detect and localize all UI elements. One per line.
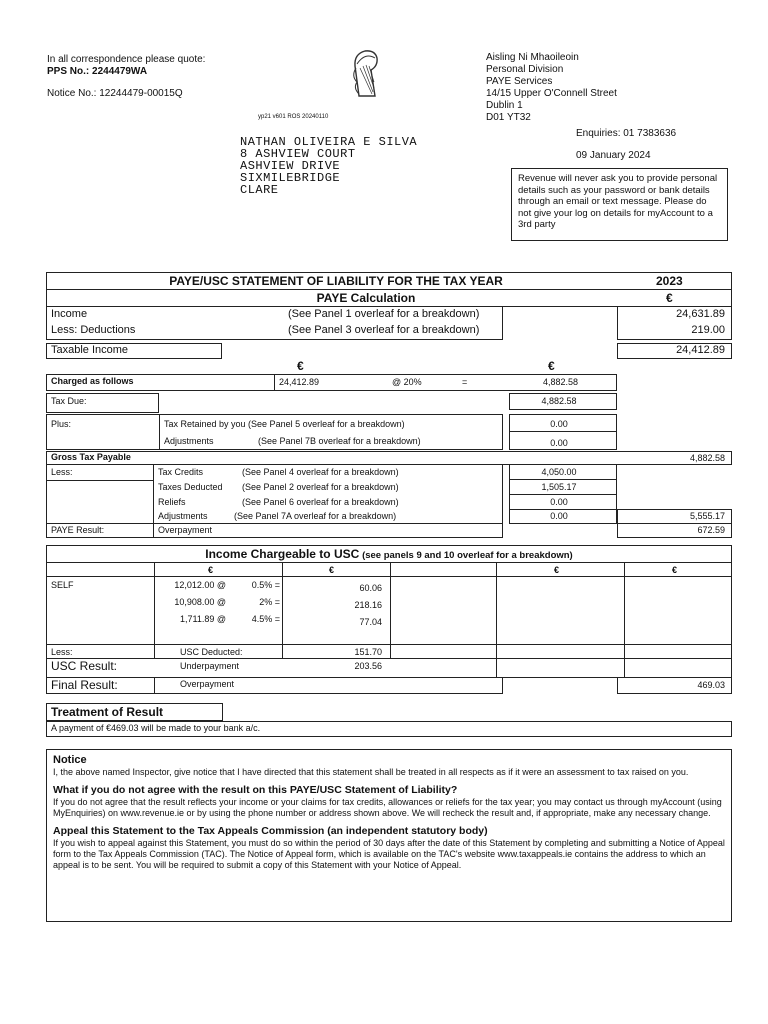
usc-self-label: SELF (51, 580, 74, 590)
notice-heading: Notice (53, 754, 87, 766)
paye-result-label: PAYE Result: (51, 525, 105, 535)
taxable-label: Taxable Income (51, 344, 129, 356)
final-result-value: 469.03 (697, 680, 725, 690)
adjustments-7a-note: (See Panel 7A overleaf for a breakdown) (234, 511, 397, 521)
adjustments-7b-label: Adjustments (164, 436, 214, 446)
harp-logo-icon (345, 46, 385, 100)
security-warning-box: Revenue will never ask you to provide personal details such as your password or bank details through an email or text message. Please do not give your log on details for myAccount to a 3rd party (511, 168, 728, 241)
quote-instruction: In all correspondence please quote: (47, 54, 206, 65)
tax-year: 2023 (656, 274, 683, 288)
usc-band-rate: 0.5% = (251, 580, 280, 590)
usc-band-amount: 10,908.00 @ (174, 597, 226, 607)
tax-retained-row: Tax Retained by you (See Panel 5 overleaf for a breakdown) (164, 419, 405, 429)
office-line: Personal Division (486, 64, 564, 75)
usc-result-value: 203.56 (354, 661, 382, 671)
income-value: 24,631.89 (676, 308, 725, 320)
office-line: Dublin 1 (486, 100, 523, 111)
usc-band-rate: 4.5% = (251, 614, 280, 624)
tax-credits-note: (See Panel 4 overleaf for a breakdown) (242, 467, 399, 477)
usc-result-label: USC Result: (51, 659, 118, 673)
recipient-name: NATHAN OLIVEIRA E SILVA (240, 135, 418, 149)
usc-euro-col3: € (554, 565, 560, 575)
recipient-line: SIXMILEBRIDGE (240, 171, 341, 185)
usc-euro-col4: € (672, 565, 678, 575)
usc-heading (46, 547, 732, 561)
tax-due-value: 4,882.58 (541, 396, 577, 406)
deductions-value: 219.00 (691, 324, 725, 336)
gross-label: Gross Tax Payable (51, 452, 131, 462)
charged-equals: = (462, 377, 468, 387)
usc-deducted-label: USC Deducted: (180, 647, 243, 657)
treatment-text: A payment of €469.03 will be made to your bank a/c. (51, 723, 261, 733)
notice-number: Notice No.: 12244479-00015Q (47, 88, 183, 99)
usc-band-value: 218.16 (354, 600, 382, 610)
statement-title: PAYE/USC STATEMENT OF LIABILITY FOR THE TAX YEAR (169, 274, 503, 288)
final-result-label: Final Result: (51, 678, 118, 692)
recipient-line: ASHVIEW DRIVE (240, 159, 341, 173)
office-address (486, 52, 617, 124)
adjustments-7a-value: 0.00 (550, 511, 568, 521)
statement-date: 09 January 2024 (576, 150, 651, 161)
notice-body: I, the above named Inspector, give notice that I have directed that this statement shall be treated in all respects as if it were an assessment to tax raised on you. (53, 767, 689, 777)
notice-box (46, 749, 732, 922)
form-code: yp21 v601 ROS 20240110 (258, 114, 329, 120)
disagree-heading: What if you do not agree with the result on this PAYE/USC Statement of Liability? (53, 784, 458, 796)
income-label: Income (51, 308, 88, 320)
usc-band-rate: 2% = (259, 597, 280, 607)
less-total-value: 5,555.17 (689, 511, 725, 521)
usc-heading-title: Income Chargeable to USC (205, 547, 360, 561)
usc-less-label: Less: (51, 647, 73, 657)
paye-heading: PAYE Calculation (316, 291, 416, 305)
enquiries-phone: Enquiries: 01 7383636 (576, 128, 677, 139)
adjustments-7b-note: (See Panel 7B overleaf for a breakdown) (258, 436, 421, 446)
deductions-note: (See Panel 3 overleaf for a breakdown) (288, 324, 480, 336)
appeal-body: If you wish to appeal against this Statement, you must do so within the period of 30 days after the date of this Statement by completing and submitting a Notice of Appeal form to the Tax Appeals Commission (TAC). The Notice of Appeal form, which is available on the TAC's website www.taxappeals.ie contains the address to which an appeal is to be sent. You will be required to submit a copy of this Statement with your Notice of Appeal. (53, 838, 725, 870)
treatment-heading: Treatment of Result (51, 705, 164, 719)
adjustments-7a-label: Adjustments (158, 511, 208, 521)
usc-band-amount: 12,012.00 @ (174, 580, 226, 590)
taxes-deducted-value: 1,505.17 (541, 482, 577, 492)
usc-grid (46, 562, 732, 678)
usc-band-amount: 1,711.89 @ (179, 614, 226, 624)
gross-value: 4,882.58 (689, 453, 725, 463)
tax-credits-label: Tax Credits (158, 467, 204, 477)
plus-label: Plus: (51, 419, 72, 429)
tax-retained-value: 0.00 (550, 419, 568, 429)
charged-result: 4,882.58 (542, 377, 578, 387)
tax-due-label: Tax Due: (51, 396, 87, 406)
euro-header: € (666, 291, 673, 305)
recipient-line: 8 ASHVIEW COURT (240, 147, 356, 161)
euro-mark: € (548, 359, 555, 373)
adjustments-7b-value: 0.00 (550, 438, 568, 448)
euro-mark: € (297, 359, 304, 373)
reliefs-value: 0.00 (550, 497, 568, 507)
reliefs-note: (See Panel 6 overleaf for a breakdown) (242, 497, 399, 507)
taxes-deducted-note: (See Panel 2 overleaf for a breakdown) (242, 482, 399, 492)
appeal-heading: Appeal this Statement to the Tax Appeals Commission (an independent statutory body) (53, 825, 488, 837)
charged-rate: @ 20% (392, 377, 422, 387)
usc-deducted-value: 151.70 (354, 647, 382, 657)
recipient-address (240, 136, 417, 196)
charged-amount: 24,412.89 (279, 377, 320, 387)
usc-band-value: 77.04 (359, 617, 382, 627)
office-line: D01 YT32 (486, 112, 531, 123)
usc-heading-note: (see panels 9 and 10 overleaf for a breakdown) (362, 550, 573, 561)
paye-result-value: 672.59 (697, 525, 725, 535)
recipient-line: CLARE (240, 183, 279, 197)
less-label: Less: (51, 467, 73, 477)
taxable-value: 24,412.89 (676, 344, 725, 356)
taxes-deducted-label: Taxes Deducted (158, 482, 223, 492)
office-line: PAYE Services (486, 76, 553, 87)
usc-band-value: 60.06 (359, 583, 382, 593)
disagree-body: If you do not agree that the result reflects your income or your claims for tax credits, allowances or reliefs for the tax year; you may contact us through myAccount (using MyEnquiries) on www.revenue.ie or by using the phone number or address shown above. We will recheck the result and, if appropriate, make any necessary change. (53, 797, 722, 818)
income-note: (See Panel 1 overleaf for a breakdown) (288, 308, 480, 320)
office-line: Aisling Ni Mhaoileoin (486, 52, 579, 63)
pps-number: PPS No.: 2244479WA (47, 66, 148, 77)
reliefs-label: Reliefs (158, 497, 186, 507)
final-result-text: Overpayment (180, 679, 235, 689)
tax-credits-value: 4,050.00 (541, 467, 577, 477)
usc-euro-col1: € (208, 565, 214, 575)
deductions-label: Less: Deductions (51, 324, 136, 336)
usc-euro-col2: € (329, 565, 335, 575)
paye-result-text: Overpayment (158, 525, 213, 535)
charged-label: Charged as follows (51, 376, 134, 386)
office-line: 14/15 Upper O'Connell Street (486, 88, 617, 99)
paye-result-row (46, 523, 503, 538)
usc-result-text: Underpayment (180, 661, 240, 671)
